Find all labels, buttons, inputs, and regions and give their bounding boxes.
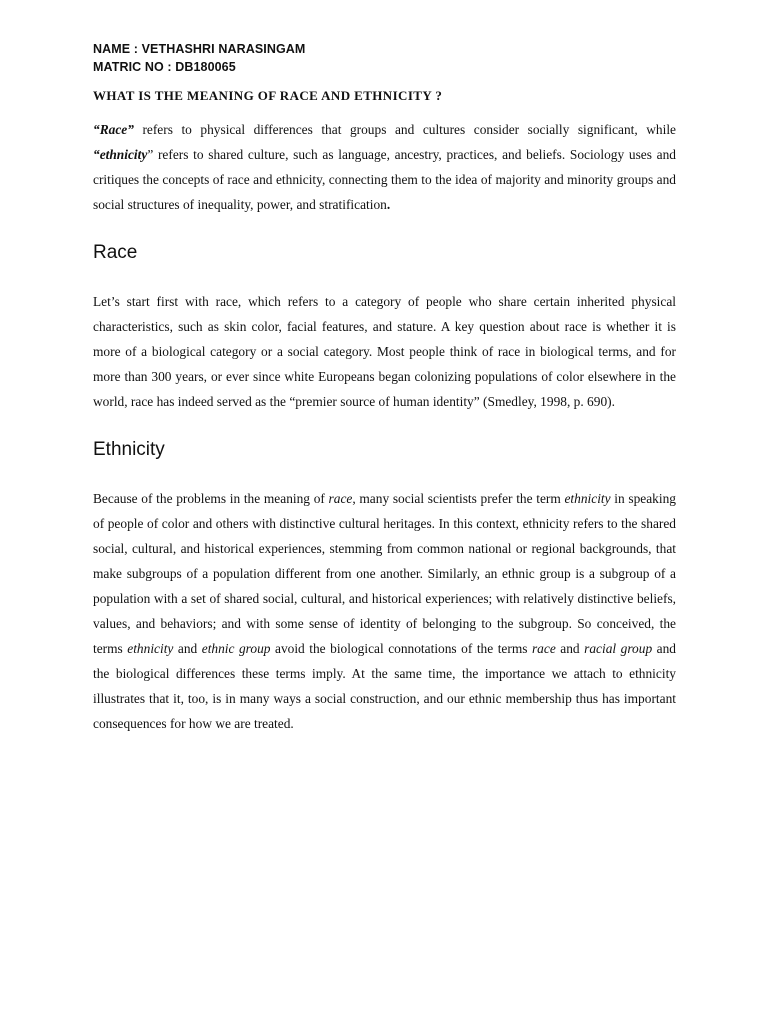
race-heading: Race <box>93 242 138 263</box>
intro-period: . <box>386 197 391 212</box>
ethnicity-heading: Ethnicity <box>93 439 165 460</box>
intro-text-2: ” refers to shared culture, such as language, ancestry, practices, and beliefs. Sociology uses and critiques the concepts of race and ethnicity, connecting them to the idea of majority and minority groups and social structures of inequality, power, and stratification <box>93 147 676 212</box>
eth-text-3: in speaking of people of color and others with distinctive cultural heritages. In this context, ethnicity refers to the shared social, cultural, and historical experiences, stemming from common national or regional backgrounds, that make subgroups of a population different from one another. Similarly, an ethnic group is a subgroup of a population with a set of shared social, cultural, and historical experiences; with relatively distinctive beliefs, values, and behaviors; and with some sense of identity of belonging to the subgroup. So conceived, the terms <box>93 491 676 656</box>
eth-text-7: and the biological differences these terms imply. At the same time, the importance we attach to ethnicity illustrates that it, too, is in many ways a social construction, and our ethnic membership thus has important consequences for how we are treated. <box>93 641 676 731</box>
eth-italic-3: ethnicity <box>127 641 174 656</box>
race-term: “Race” <box>93 122 134 137</box>
eth-italic-6: racial group <box>584 641 653 656</box>
intro-paragraph <box>93 117 676 217</box>
intro-text-1: refers to physical differences that groups and cultures consider socially significant, while <box>133 122 676 137</box>
eth-text-4: and <box>173 641 202 656</box>
question-title: WHAT IS THE MEANING OF RACE AND ETHNICITY ? <box>93 88 443 103</box>
matric-number: MATRIC NO : DB180065 <box>93 60 236 74</box>
eth-italic-5: race <box>531 641 556 656</box>
race-paragraph: Let’s start first with race, which refers to a category of people who share certain inherited physical characteristics, such as skin color, facial features, and stature. A key question about race is whether it is more of a biological category or a social category. Most people think of race in biological terms, and for more than 300 years, or ever since white Europeans began colonizing populations of color elsewhere in the world, race has indeed served as the “premier source of human identity” (Smedley, 1998, p. 690). <box>93 294 676 409</box>
eth-italic-2: ethnicity <box>564 491 611 506</box>
eth-text-5: avoid the biological connotations of the terms <box>270 641 532 656</box>
ethnicity-term: “ethnicity <box>93 147 148 162</box>
eth-text-6: and <box>555 641 585 656</box>
document-page <box>93 40 676 736</box>
eth-italic-4: ethnic group <box>201 641 271 656</box>
ethnicity-paragraph <box>93 486 676 736</box>
eth-italic-1: race <box>328 491 353 506</box>
eth-text-1: Because of the problems in the meaning of <box>93 491 329 506</box>
student-name: NAME : VETHASHRI NARASINGAM <box>93 42 306 56</box>
eth-text-2: , many social scientists prefer the term <box>352 491 565 506</box>
